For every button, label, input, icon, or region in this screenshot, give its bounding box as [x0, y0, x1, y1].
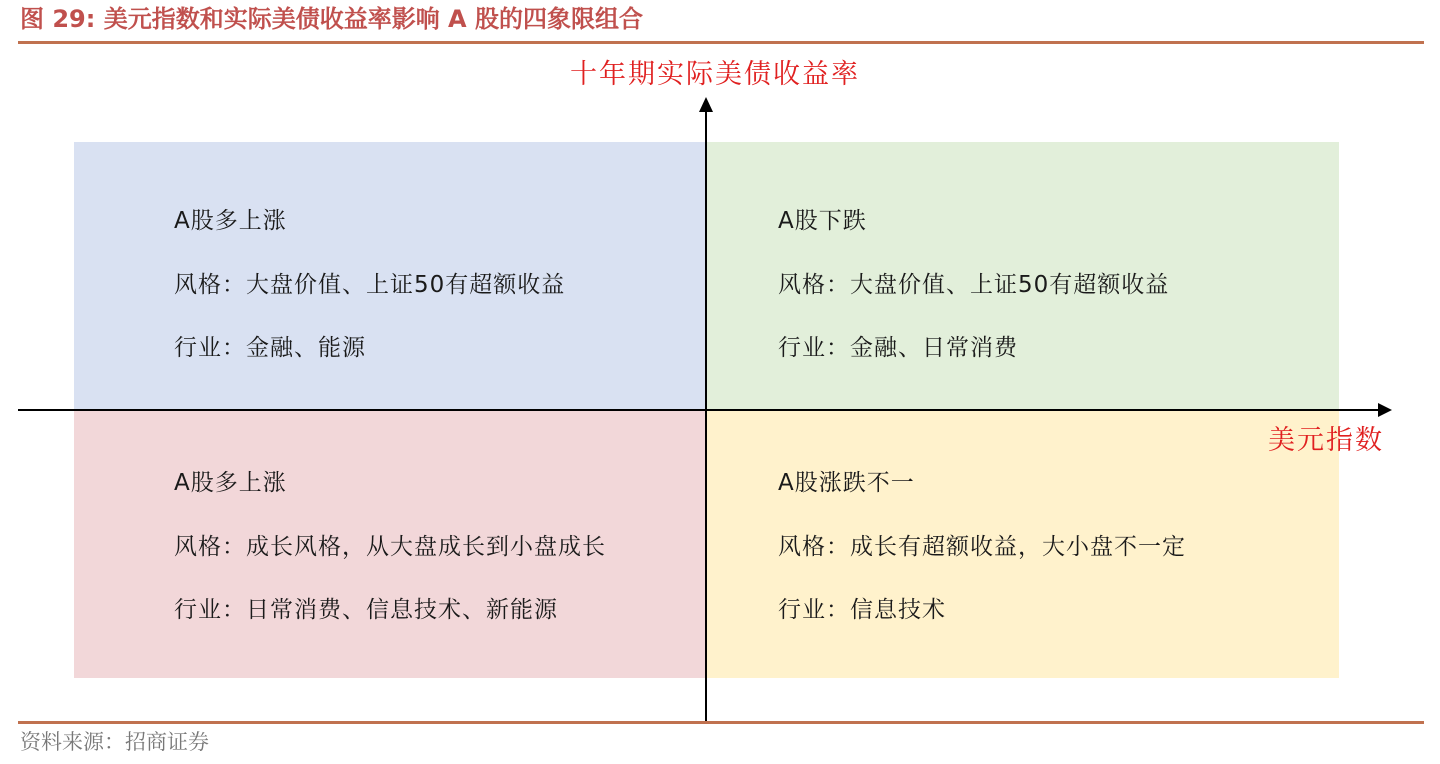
quadrant-bottom-left-style: 风格：成长风格，从大盘成长到小盘成长 — [174, 534, 606, 560]
y-axis-arrow — [699, 97, 713, 112]
source-note: 资料来源：招商证券 — [20, 730, 209, 754]
top-rule — [18, 41, 1424, 44]
bottom-rule — [18, 721, 1424, 724]
quadrant-bottom-right-industry: 行业：信息技术 — [778, 597, 946, 623]
quadrant-bottom-right — [706, 410, 1339, 678]
quadrant-top-left — [74, 142, 706, 410]
quadrant-bottom-left — [74, 410, 706, 678]
quadrant-top-right-style: 风格：大盘价值、上证50有超额收益 — [778, 272, 1170, 298]
quadrant-bottom-left-heading: A股多上涨 — [174, 470, 287, 496]
quadrant-top-left-heading: A股多上涨 — [174, 208, 287, 234]
quadrant-bottom-right-heading: A股涨跌不一 — [778, 470, 915, 496]
quadrant-bottom-left-industry: 行业：日常消费、信息技术、新能源 — [174, 597, 558, 623]
figure-title: 图 29: 美元指数和实际美债收益率影响 A 股的四象限组合 — [20, 5, 643, 33]
quadrant-top-right-industry: 行业：金融、日常消费 — [778, 335, 1018, 361]
y-axis-label: 十年期实际美债收益率 — [570, 59, 860, 90]
quadrant-top-right-heading: A股下跌 — [778, 208, 867, 234]
x-axis-arrow — [1378, 403, 1392, 417]
quadrant-top-left-style: 风格：大盘价值、上证50有超额收益 — [174, 272, 566, 298]
quadrant-bottom-right-style: 风格：成长有超额收益，大小盘不一定 — [778, 534, 1186, 560]
quadrant-top-right — [706, 142, 1339, 410]
quadrant-top-left-industry: 行业：金融、能源 — [174, 335, 366, 361]
x-axis-label: 美元指数 — [1268, 425, 1384, 456]
